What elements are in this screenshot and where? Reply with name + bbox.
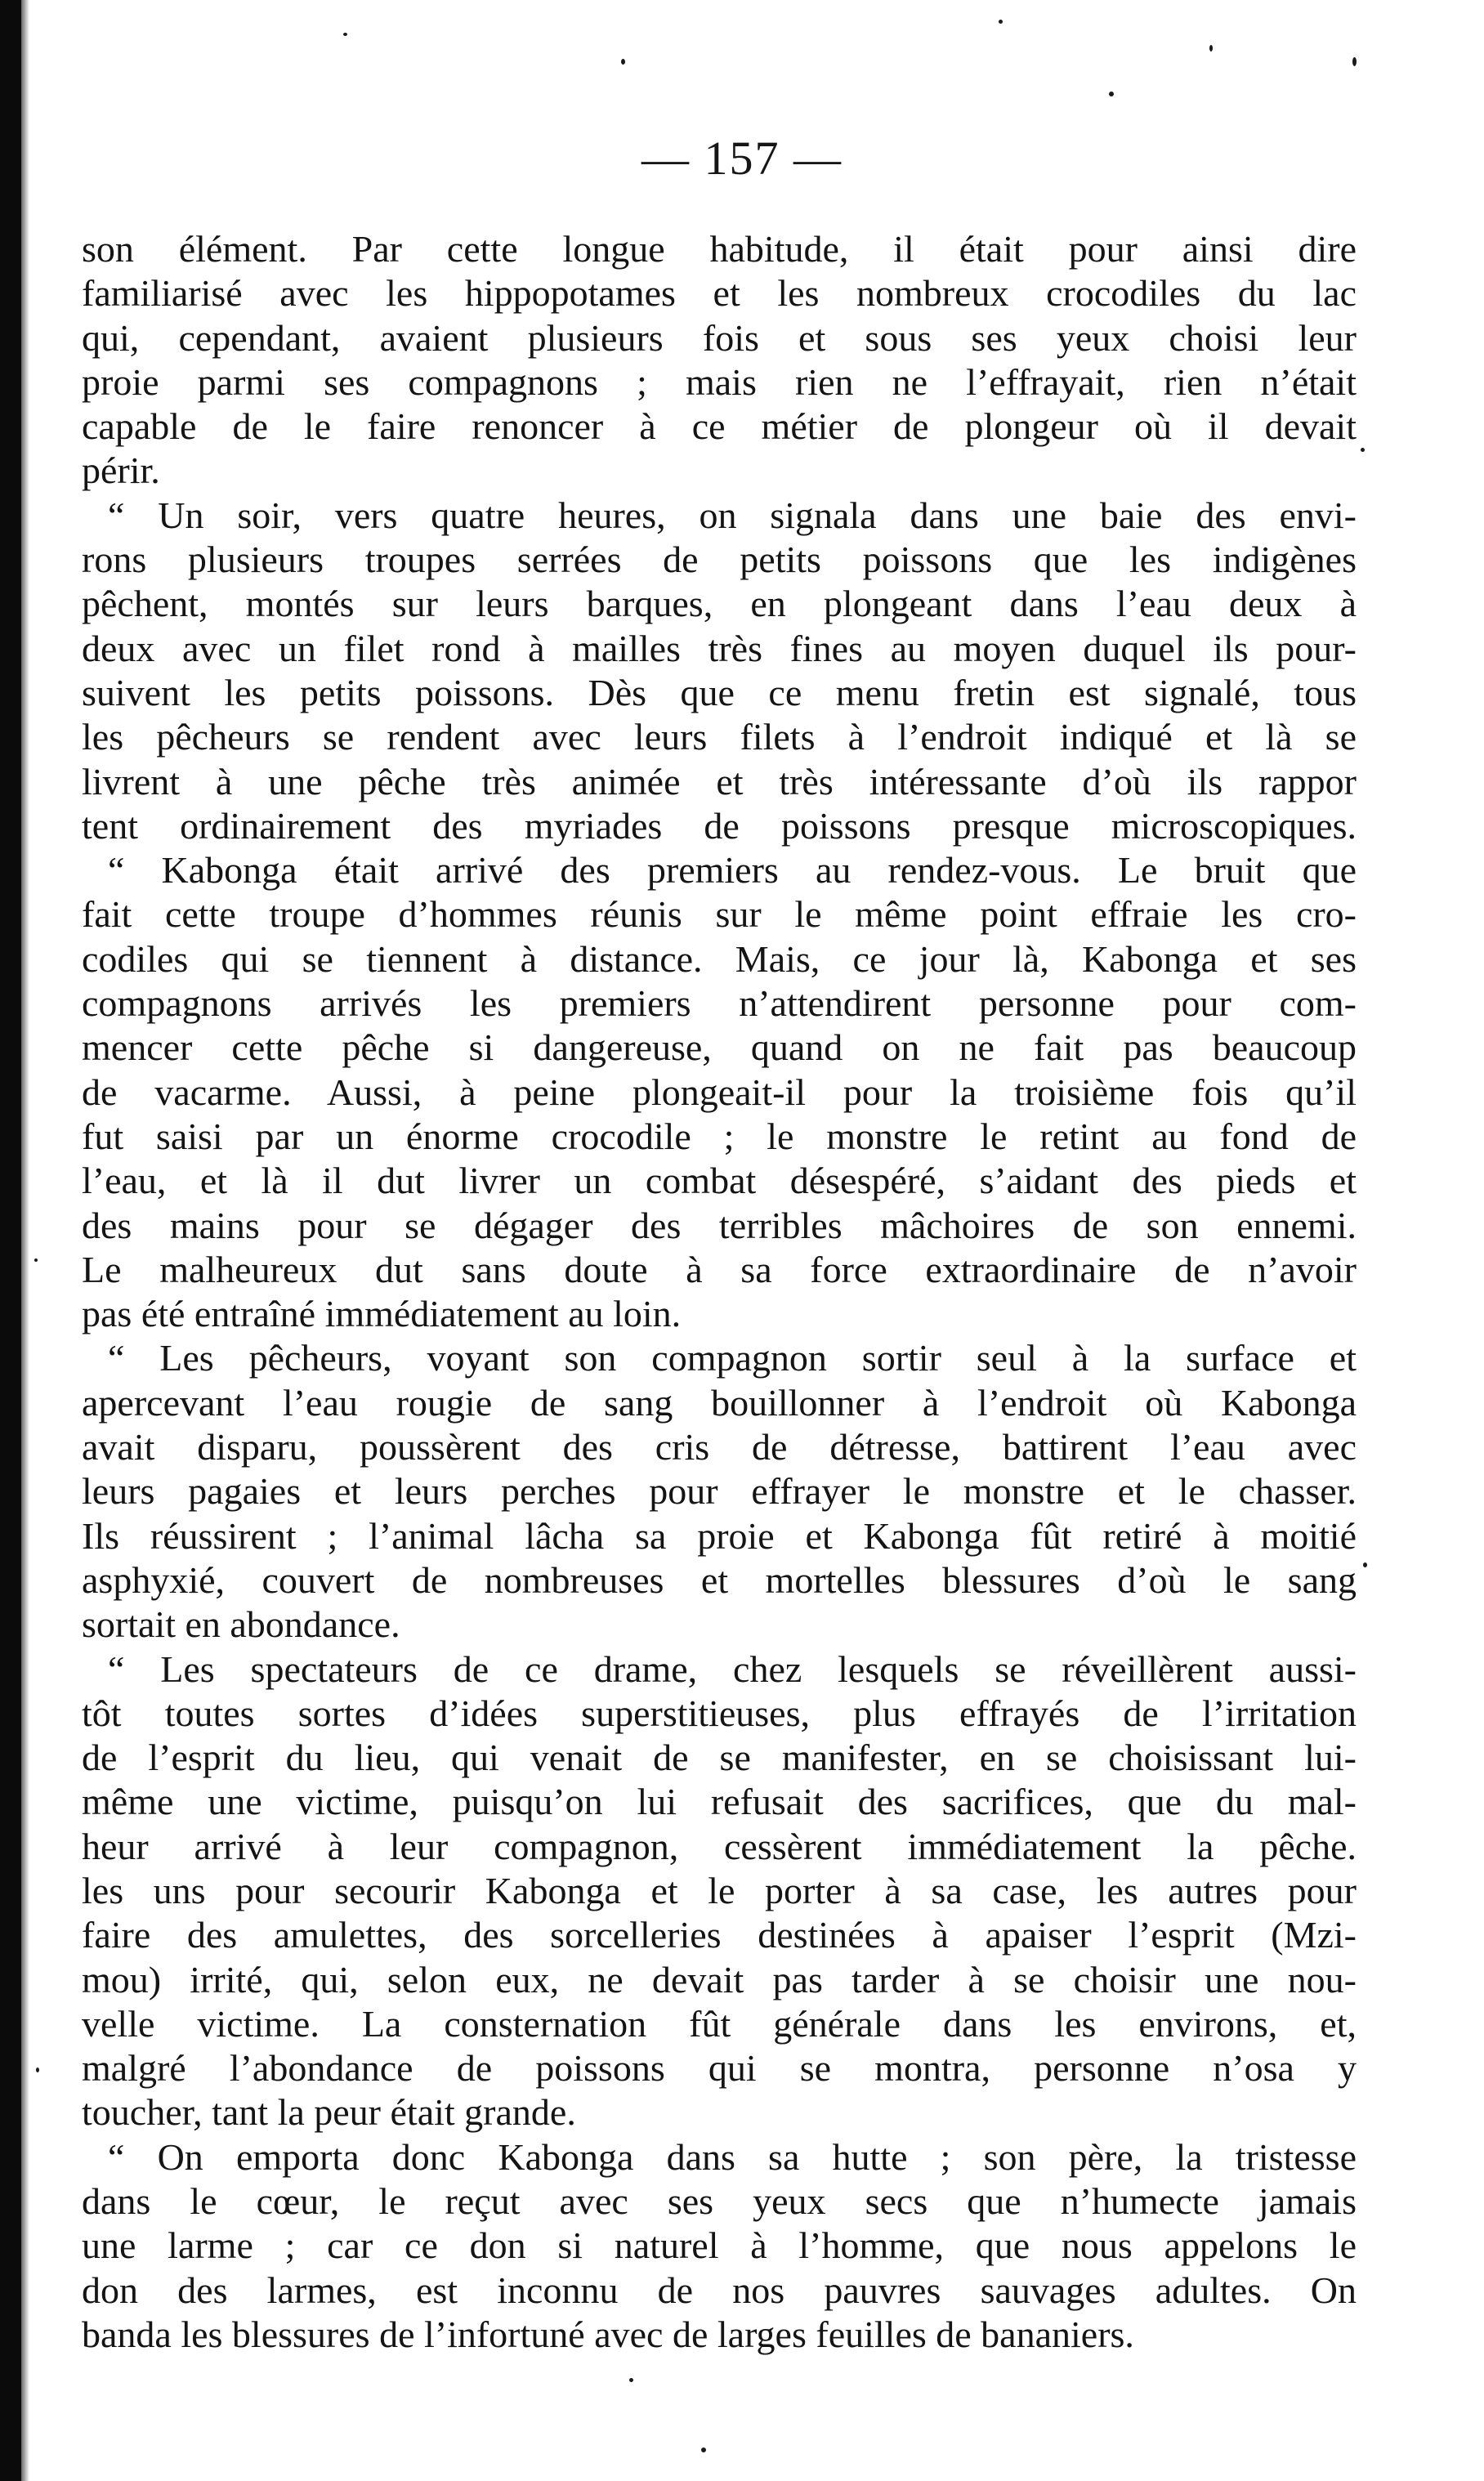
- text-line: heur arrivé à leur compagnon, cessèrent immédiatement la pêche.: [82, 1825, 1357, 1867]
- paragraph: [82, 848, 1357, 1336]
- text-line: deux avec un filet rond à mailles très fines au moyen duquel ils pour-: [82, 627, 1357, 669]
- text-line: tent ordinairement des myriades de poissons presque microscopiques.: [82, 804, 1357, 847]
- text-line: mencer cette pêche si dangereuse, quand on ne fait pas beaucoup: [82, 1026, 1357, 1069]
- print-speck: [1363, 1562, 1367, 1567]
- text-line: “ On emporta donc Kabonga dans sa hutte ; son père, la tristesse: [108, 2135, 1357, 2178]
- print-speck: [343, 33, 347, 36]
- text-line: les uns pour secourir Kabonga et le porter à sa case, les autres pour: [82, 1869, 1357, 1911]
- page-number: — 157 —: [641, 132, 843, 185]
- text-line: familiarisé avec les hippopotames et les nombreux crocodiles du lac: [82, 272, 1357, 315]
- text-line: Ils réussirent ; l’animal lâcha sa proie et Kabonga fût retiré à moitié: [82, 1514, 1357, 1557]
- text-line: une larme ; car ce don si naturel à l’homme, que nous appelons le: [82, 2224, 1357, 2267]
- text-line: leurs pagaies et leurs perches pour effrayer le monstre et le chasser.: [82, 1470, 1357, 1513]
- paragraph: [82, 494, 1357, 848]
- text-line: qui, cependant, avaient plusieurs fois et sous ses yeux choisi leur: [82, 316, 1357, 359]
- text-line: fait cette troupe d’hommes réunis sur le même point effraie les cro-: [82, 893, 1357, 936]
- print-speck: [34, 1258, 38, 1262]
- text-line: pas été entraîné immédiatement au loin.: [82, 1293, 682, 1335]
- text-line: l’eau, et là il dut livrer un combat désespéré, s’aidant des pieds et: [82, 1160, 1357, 1202]
- text-line: proie parmi ses compagnons ; mais rien ne l’effrayait, rien n’était: [82, 360, 1357, 403]
- text-line: don des larmes, est inconnu de nos pauvres sauvages adultes. On: [82, 2269, 1357, 2311]
- text-line: malgré l’abondance de poissons qui se montra, personne n’osa y: [82, 2047, 1357, 2090]
- print-speck: [1352, 57, 1357, 66]
- text-line: asphyxié, couvert de nombreuses et mortelles blessures d’où le sang: [82, 1558, 1357, 1601]
- text-line: rons plusieurs troupes serrées de petits poissons que les indigènes: [82, 539, 1357, 581]
- print-speck: [701, 2447, 706, 2452]
- print-speck: [1361, 448, 1365, 452]
- paragraph: [82, 1647, 1357, 2135]
- text-line: de l’esprit du lieu, qui venait de se manifester, en se choisissant lui-: [82, 1737, 1357, 1779]
- print-speck: [36, 2068, 39, 2072]
- print-speck: [999, 20, 1003, 24]
- print-speck: [621, 59, 625, 65]
- text-line: apercevant l’eau rougie de sang bouillonner à l’endroit où Kabonga: [82, 1381, 1357, 1424]
- text-line: suivent les petits poissons. Dès que ce menu fretin est signalé, tous: [82, 671, 1357, 713]
- text-line: de vacarme. Aussi, à peine plongeait-il pour la troisième fois qu’il: [82, 1071, 1357, 1113]
- text-line: fut saisi par un énorme crocodile ; le monstre le retint au fond de: [82, 1115, 1357, 1157]
- text-line: banda les blessures de l’infortuné avec de larges feuilles de bananiers.: [82, 2313, 1134, 2355]
- text-line: Le malheureux dut sans doute à sa force extraordinaire de n’avoir: [82, 1248, 1357, 1290]
- text-line: velle victime. La consternation fût générale dans les environs, et,: [82, 2002, 1357, 2045]
- text-line: son élément. Par cette longue habitude, il était pour ainsi dire: [82, 228, 1357, 270]
- text-line: sortait en abondance.: [82, 1603, 400, 1646]
- text-line: toucher, tant la peur était grande.: [82, 2091, 576, 2134]
- text-line: des mains pour se dégager des terribles mâchoires de son ennemi.: [82, 1204, 1357, 1246]
- text-line: codiles qui se tiennent à distance. Mais, ce jour là, Kabonga et ses: [82, 937, 1357, 980]
- paragraph: [82, 227, 1357, 494]
- paragraph: [82, 1336, 1357, 1647]
- print-speck: [1209, 45, 1213, 51]
- text-line: dans le cœur, le reçut avec ses yeux secs que n’humecte jamais: [82, 2180, 1357, 2223]
- text-line: pêchent, montés sur leurs barques, en plongeant dans l’eau deux à: [82, 583, 1357, 625]
- text-line: avait disparu, poussèrent des cris de détresse, battirent l’eau avec: [82, 1426, 1357, 1468]
- text-line: périr.: [82, 449, 160, 492]
- text-line: capable de le faire renoncer à ce métier de plongeur où il devait: [82, 405, 1357, 448]
- print-speck: [1109, 92, 1114, 96]
- text-line: tôt toutes sortes d’idées superstitieuses, plus effrayés de l’irritation: [82, 1692, 1357, 1734]
- text-line: “ Un soir, vers quatre heures, on signala dans une baie des envi-: [108, 494, 1357, 536]
- text-line: livrent à une pêche très animée et très intéressante d’où ils rappor: [82, 760, 1357, 802]
- text-line: même une victime, puisqu’on lui refusait des sacrifices, que du mal-: [82, 1781, 1357, 1823]
- body-text: [82, 227, 1357, 2357]
- paragraph: [82, 2135, 1357, 2357]
- text-line: faire des amulettes, des sorcelleries destinées à apaiser l’esprit (Mzi-: [82, 1914, 1357, 1956]
- text-line: mou) irrité, qui, selon eux, ne devait pas tarder à se choisir une nou-: [82, 1958, 1357, 2000]
- book-binding-edge: [0, 0, 21, 2481]
- text-line: compagnons arrivés les premiers n’attendirent personne pour com-: [82, 982, 1357, 1025]
- text-line: les pêcheurs se rendent avec leurs filets à l’endroit indiqué et là se: [82, 716, 1357, 758]
- text-line: “ Les spectateurs de ce drame, chez lesquels se réveillèrent aussi-: [108, 1647, 1357, 1690]
- binding-shadow: [21, 0, 29, 2481]
- text-line: “ Les pêcheurs, voyant son compagnon sortir seul à la surface et: [108, 1337, 1357, 1379]
- print-speck: [629, 2378, 633, 2382]
- text-line: “ Kabonga était arrivé des premiers au rendez-vous. Le bruit que: [108, 849, 1357, 892]
